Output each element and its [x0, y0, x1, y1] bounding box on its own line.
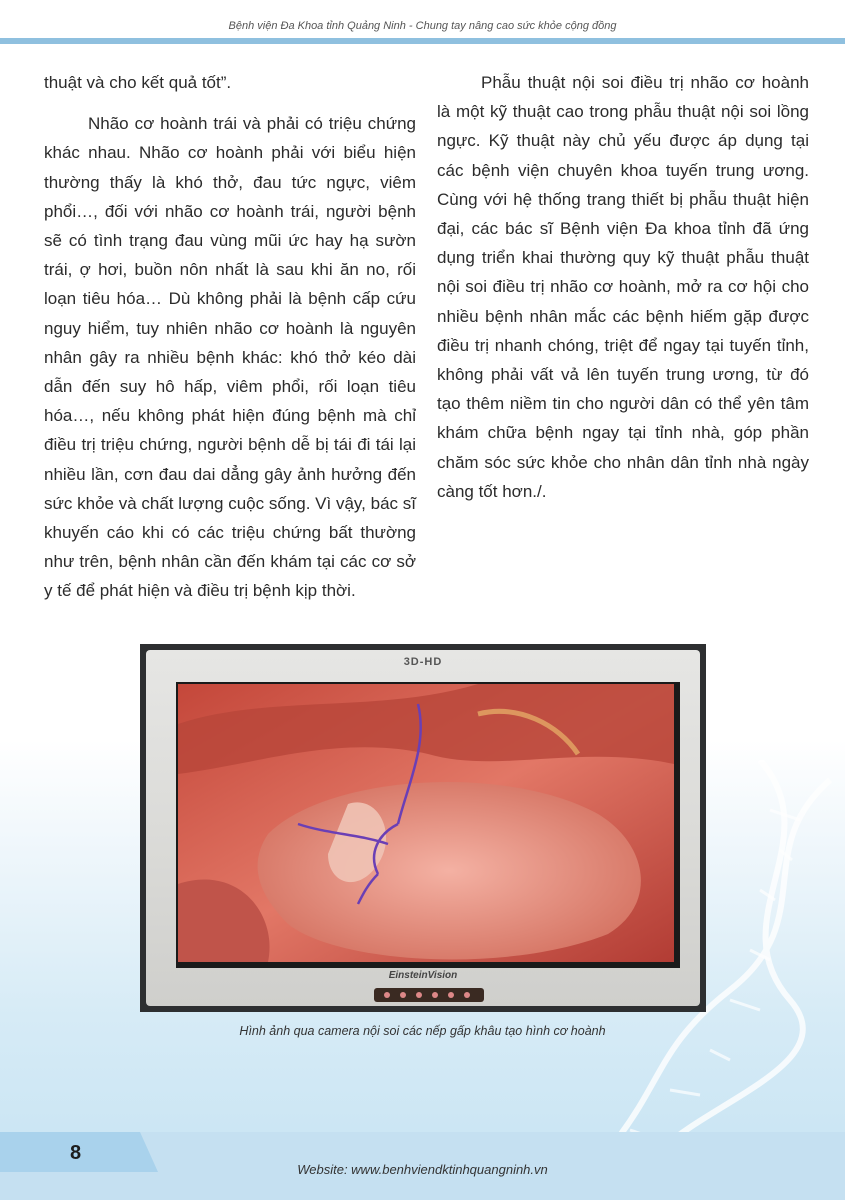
article-right-column: [437, 68, 809, 506]
monitor-brand-logo: EinsteinVision: [388, 970, 458, 981]
monitor-control-buttons: [374, 988, 484, 1002]
endoscopic-view-image: [178, 684, 674, 962]
paragraph: thuật và cho kết quả tốt”.: [44, 73, 232, 92]
article-left-column: [44, 68, 416, 606]
control-button-icon: [400, 992, 406, 998]
power-button-icon: [384, 992, 390, 998]
running-header: Bệnh viện Đa Khoa tỉnh Quảng Ninh - Chung tay nâng cao sức khỏe cộng đồng: [228, 20, 617, 32]
figure-caption: Hình ảnh qua camera nội soi các nếp gấp khâu tạo hình cơ hoành: [239, 1024, 606, 1038]
monitor-screen: [176, 682, 680, 968]
page-number: 8: [70, 1142, 82, 1164]
paragraph: Nhão cơ hoành trái và phải có triệu chứng khác nhau. Nhão cơ hoành phải với biểu hiện thường thấy là khó thở, đau tức ngực, viêm phổi…, đối với nhão cơ hoành trái, người bệnh sẽ có tình trạng đau vùng mũi ức hay hạ sườn trái, ợ hơi, buồn nôn nhất là sau khi ăn no, rối loạn tiêu hóa… Dù không phải là bệnh cấp cứu nguy hiểm, tuy nhiên nhão cơ hoành là nguyên nhân gây ra nhiều bệnh khác: khó thở kéo dài dẫn đến suy hô hấp, viêm phổi, rối loạn tiêu hóa…, nếu không phát hiện đúng bệnh mà chỉ điều trị triệu chứng, người bệnh dễ bị tái đi tái lại nhiều lần, cơn đau dai dẳng gây ảnh hưởng đến sức khỏe và chất lượng cuộc sống. Vì vậy, bác sĩ khuyến cáo khi có các triệu chứng bất thường như trên, bệnh nhân cần đến khám tại các cơ sở y tế để phát hiện và điều trị bệnh kịp thời.: [44, 114, 416, 601]
footer-website: Website: www.benhviendktinhquangninh.vn: [297, 1162, 548, 1177]
control-button-icon: [416, 992, 422, 998]
endoscopic-monitor-photo: [140, 644, 706, 1012]
monitor-model-label: 3D-HD: [403, 656, 443, 668]
monitor-frame: [146, 650, 700, 1006]
paragraph: Phẫu thuật nội soi điều trị nhão cơ hoành là một kỹ thuật cao trong phẫu thuật nội soi lồng ngực. Kỹ thuật này chủ yếu được áp dụng tại các bệnh viện chuyên khoa tuyến trung ương. Cùng với hệ thống trang thiết bị phẫu thuật hiện đại, các bác sĩ Bệnh viện Đa khoa tỉnh đã ứng dụng triển khai thường quy kỹ thuật phẫu thuật nội soi điều trị nhão cơ hoành, mở ra cơ hội cho nhiều bệnh nhân mắc các bệnh hiếm gặp được điều trị nhanh chóng, triệt để ngay tại tuyến tỉnh, không phải vất vả lên tuyến trung ương, từ đó tạo thêm niềm tin cho người dân có thể yên tâm khám chữa bệnh ngay tại tỉnh nhà, góp phần chăm sóc sức khỏe cho nhân dân tỉnh nhà ngày càng tốt hơn./.: [437, 73, 809, 501]
control-button-icon: [464, 992, 470, 998]
header-accent-bar: [0, 38, 845, 44]
control-button-icon: [448, 992, 454, 998]
control-button-icon: [432, 992, 438, 998]
